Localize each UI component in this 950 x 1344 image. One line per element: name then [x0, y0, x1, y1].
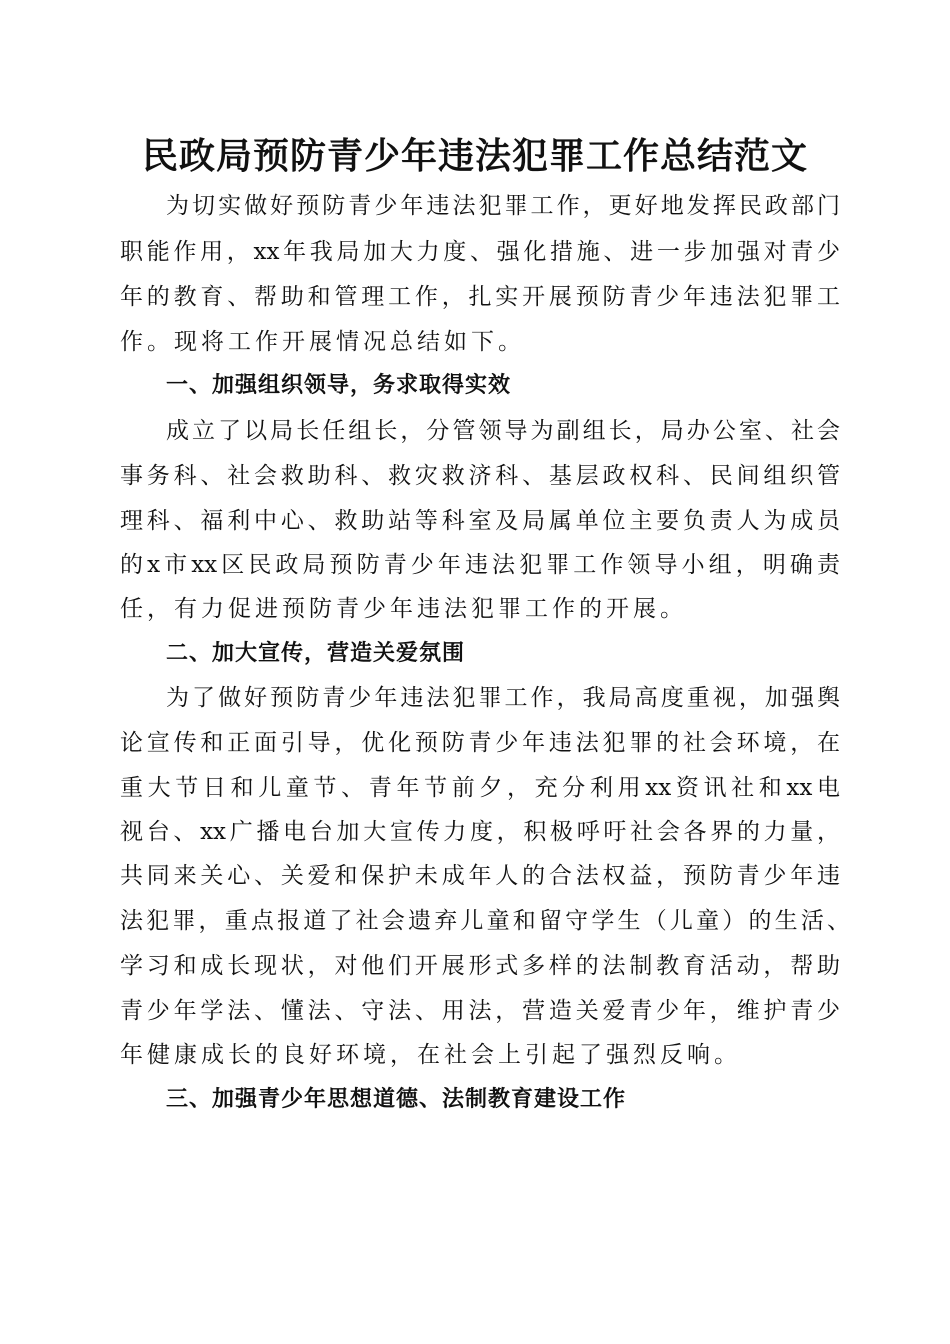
section-2-line: 视台、xx广播电台加大宣传力度，积极呼吁社会各界的力量， [120, 819, 840, 845]
intro-line: 年的教育、帮助和管理工作，扎实开展预防青少年违法犯罪工 [120, 284, 840, 310]
section-heading-3: 三、加强青少年思想道德、法制教育建设工作 [166, 1087, 627, 1112]
section-2-line: 年健康成长的良好环境，在社会上引起了强烈反响。 [120, 1042, 741, 1068]
section-1-line: 事务科、社会救助科、救灾救济科、基层政权科、民间组织管 [120, 463, 840, 489]
section-2-line: 共同来关心、关爱和保护未成年人的合法权益，预防青少年违 [120, 863, 840, 889]
section-2-line: 法犯罪，重点报道了社会遗弃儿童和留守学生（儿童）的生活、 [120, 908, 850, 934]
intro-line: 为切实做好预防青少年违法犯罪工作，更好地发挥民政部门 [166, 193, 840, 219]
intro-line: 职能作用，xx年我局加大力度、强化措施、进一步加强对青少 [120, 239, 840, 265]
section-1-line: 任，有力促进预防青少年违法犯罪工作的开展。 [120, 596, 687, 622]
intro-line: 作。现将工作开展情况总结如下。 [120, 329, 525, 355]
section-2-line: 青少年学法、懂法、守法、用法，营造关爱青少年，维护青少 [120, 998, 840, 1024]
section-2-line: 论宣传和正面引导，优化预防青少年违法犯罪的社会环境，在 [120, 730, 840, 756]
section-1-line: 成立了以局长任组长，分管领导为副组长，局办公室、社会 [166, 418, 840, 444]
section-1-line: 理科、福利中心、救助站等科室及局属单位主要负责人为成员 [120, 508, 840, 534]
section-heading-2: 二、加大宣传，营造关爱氛围 [166, 641, 466, 666]
section-1-line: 的x市xx区民政局预防青少年违法犯罪工作领导小组，明确责 [120, 552, 840, 578]
section-2-line: 为了做好预防青少年违法犯罪工作，我局高度重视，加强舆 [166, 685, 840, 711]
section-heading-1: 一、加强组织领导，务求取得实效 [166, 373, 512, 398]
section-2-line: 重大节日和儿童节、青年节前夕，充分利用xx资讯社和xx电 [120, 775, 840, 801]
document-title: 民政局预防青少年违法犯罪工作总结范文 [141, 135, 808, 177]
section-2-line: 学习和成长现状，对他们开展形式多样的法制教育活动，帮助 [120, 953, 840, 979]
